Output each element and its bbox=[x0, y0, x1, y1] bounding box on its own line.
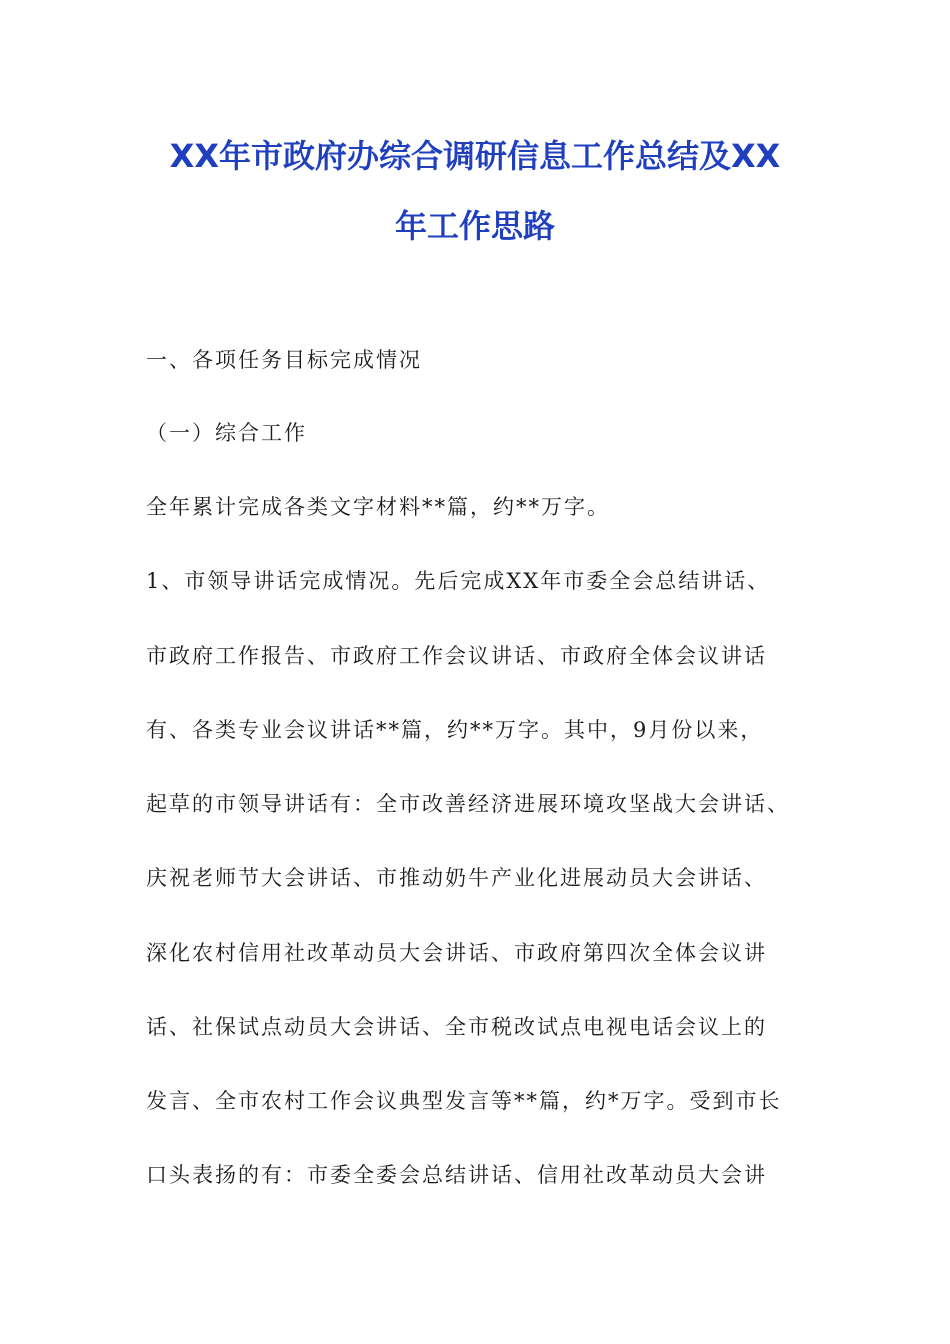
document-title-line-2: 年工作思路 bbox=[394, 207, 555, 245]
body-line: 庆祝老师节大会讲话、市推动奶牛产业化进展动员大会讲话、 bbox=[146, 866, 767, 890]
body-line: 话、社保试点动员大会讲话、全市税改试点电视电话会议上的 bbox=[146, 1015, 767, 1039]
body-line: 起草的市领导讲话有：全市改善经济进展环境攻坚战大会讲话、 bbox=[146, 792, 790, 816]
body-line: 发言、全市农村工作会议典型发言等**篇，约*万字。受到市长 bbox=[146, 1089, 782, 1113]
body-line: 有、各类专业会议讲话**篇，约**万字。其中，9月份以来， bbox=[146, 718, 764, 742]
section-heading: 一、各项任务目标完成情况 bbox=[146, 348, 422, 372]
document-title-line-1: XX年市政府办综合调研信息工作总结及XX bbox=[169, 137, 781, 175]
body-line: 市政府工作报告、市政府工作会议讲话、市政府全体会议讲话 bbox=[146, 644, 767, 668]
body-line: 口头表扬的有：市委全委会总结讲话、信用社改革动员大会讲 bbox=[146, 1163, 767, 1187]
body-line: 全年累计完成各类文字材料**篇，约**万字。 bbox=[146, 495, 610, 519]
subsection-heading: （一）综合工作 bbox=[146, 421, 307, 445]
body-line: 深化农村信用社改革动员大会讲话、市政府第四次全体会议讲 bbox=[146, 941, 767, 965]
body-line: 1、市领导讲话完成情况。先后完成XX年市委全会总结讲话、 bbox=[146, 569, 771, 593]
